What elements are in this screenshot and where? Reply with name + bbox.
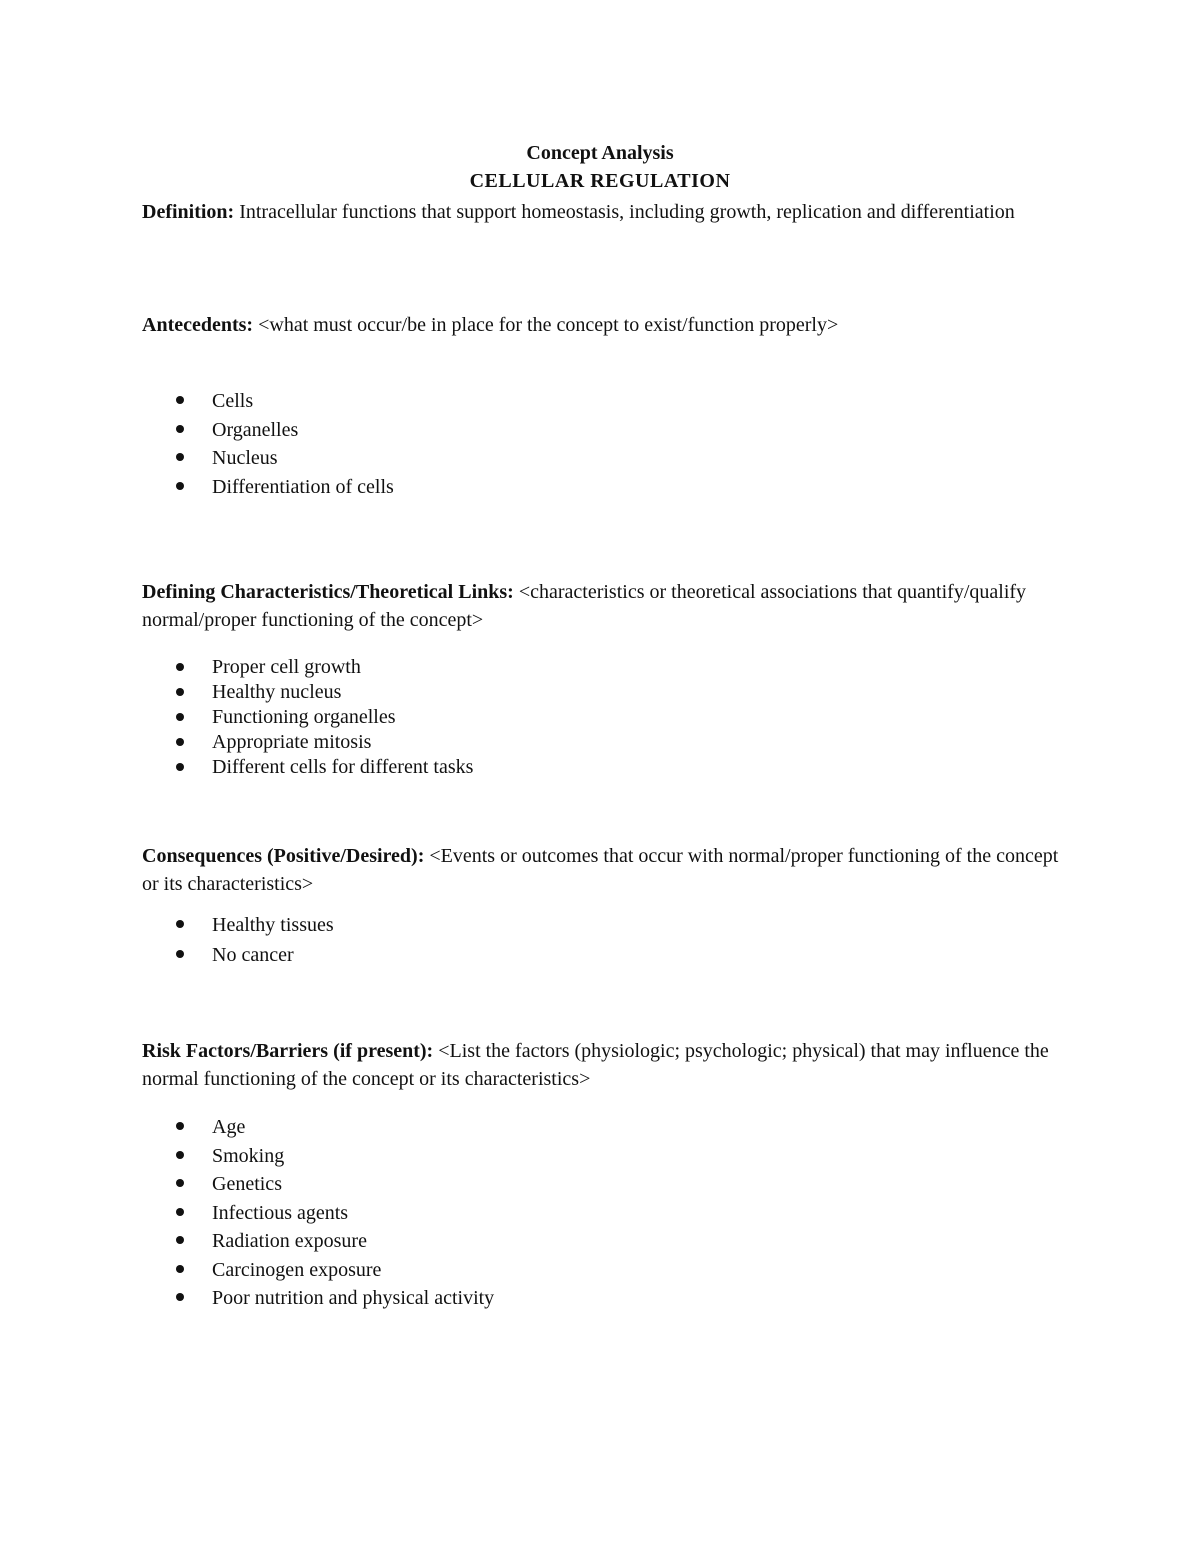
antecedents-list <box>142 387 394 501</box>
list-item <box>142 730 473 755</box>
list-item-text: Appropriate mitosis <box>212 731 372 753</box>
bullet-icon <box>176 713 184 721</box>
bullet-icon <box>176 482 184 490</box>
list-item <box>142 705 473 730</box>
list-item <box>142 1284 494 1313</box>
list-item-text: Age <box>212 1116 246 1138</box>
bullet-icon <box>176 1151 184 1159</box>
list-item <box>142 1142 494 1171</box>
list-item-text: Healthy tissues <box>212 914 334 936</box>
definition-label: Definition: <box>142 201 235 223</box>
bullet-icon <box>176 1208 184 1216</box>
bullet-icon <box>176 1236 184 1244</box>
list-item-text: Cells <box>212 390 254 412</box>
consequences-text: <Events or outcomes that occur with normal/proper functioning of the concept or its characteristics> <box>142 845 1059 895</box>
risk-factors-list <box>142 1113 494 1313</box>
bullet-icon <box>176 688 184 696</box>
list-item <box>142 473 394 502</box>
defining-characteristics-paragraph <box>142 578 1072 634</box>
document-subtitle <box>0 170 1200 193</box>
antecedents-paragraph <box>142 311 1072 339</box>
list-item <box>142 1199 494 1228</box>
bullet-icon <box>176 396 184 404</box>
antecedents-label: Antecedents: <box>142 314 254 336</box>
consequences-paragraph <box>142 842 1072 898</box>
bullet-icon <box>176 1293 184 1301</box>
list-item <box>142 1256 494 1285</box>
bullet-icon <box>176 1122 184 1130</box>
bullet-icon <box>176 920 184 928</box>
list-item <box>142 416 394 445</box>
risk-factors-paragraph <box>142 1037 1072 1093</box>
list-item <box>142 655 473 680</box>
list-item-text: No cancer <box>212 944 294 966</box>
list-item-text: Poor nutrition and physical activity <box>212 1287 495 1309</box>
bullet-icon <box>176 1265 184 1273</box>
list-item <box>142 1227 494 1256</box>
list-item-text: Carcinogen exposure <box>212 1258 382 1281</box>
antecedents-text: <what must occur/be in place for the concept to exist/function properly> <box>258 314 839 336</box>
document-title: Concept Analysis <box>526 142 674 164</box>
list-item <box>142 910 334 940</box>
list-item <box>142 680 473 705</box>
list-item <box>142 1170 494 1199</box>
bullet-icon <box>176 763 184 771</box>
list-item <box>142 940 334 970</box>
list-item-text: Infectious agents <box>212 1201 349 1224</box>
bullet-icon <box>176 738 184 746</box>
risk-factors-label: Risk Factors/Barriers (if present): <box>142 1040 434 1062</box>
list-item-text: Different cells for different tasks <box>212 756 474 778</box>
risk-factors-text: <List the factors (physiologic; psychologic; physical) that may influence the normal functioning of the concept or its characteristics> <box>142 1040 1049 1090</box>
document-subtitle-text: CELLULAR REGULATION <box>469 170 731 192</box>
list-item <box>142 387 394 416</box>
list-item-text: Radiation exposure <box>212 1230 367 1252</box>
defining-characteristics-list <box>142 655 473 780</box>
defining-characteristics-label: Defining Characteristics/Theoretical Links: <box>142 581 514 603</box>
bullet-icon <box>176 950 184 958</box>
bullet-icon <box>176 663 184 671</box>
bullet-icon <box>176 425 184 433</box>
bullet-icon <box>176 453 184 461</box>
defining-characteristics-text: <characteristics or theoretical associations that quantify/qualify normal/proper functioning of the concept> <box>142 581 1027 631</box>
definition-paragraph <box>142 198 1072 226</box>
list-item-text: Functioning organelles <box>212 706 396 728</box>
list-item-text: Genetics <box>212 1173 282 1195</box>
list-item <box>142 444 394 473</box>
bullet-icon <box>176 1179 184 1187</box>
definition-text: Intracellular functions that support homeostasis, including growth, replication and differentiation <box>239 201 1015 223</box>
consequences-list <box>142 910 334 970</box>
list-item <box>142 1113 494 1142</box>
list-item-text: Organelles <box>212 418 299 441</box>
list-item-text: Proper cell growth <box>212 656 361 678</box>
list-item-text: Smoking <box>212 1144 285 1167</box>
list-item-text: Nucleus <box>212 447 278 469</box>
list-item-text: Differentiation of cells <box>212 475 394 498</box>
list-item-text: Healthy nucleus <box>212 681 342 703</box>
list-item <box>142 755 473 780</box>
consequences-label: Consequences (Positive/Desired): <box>142 845 425 867</box>
